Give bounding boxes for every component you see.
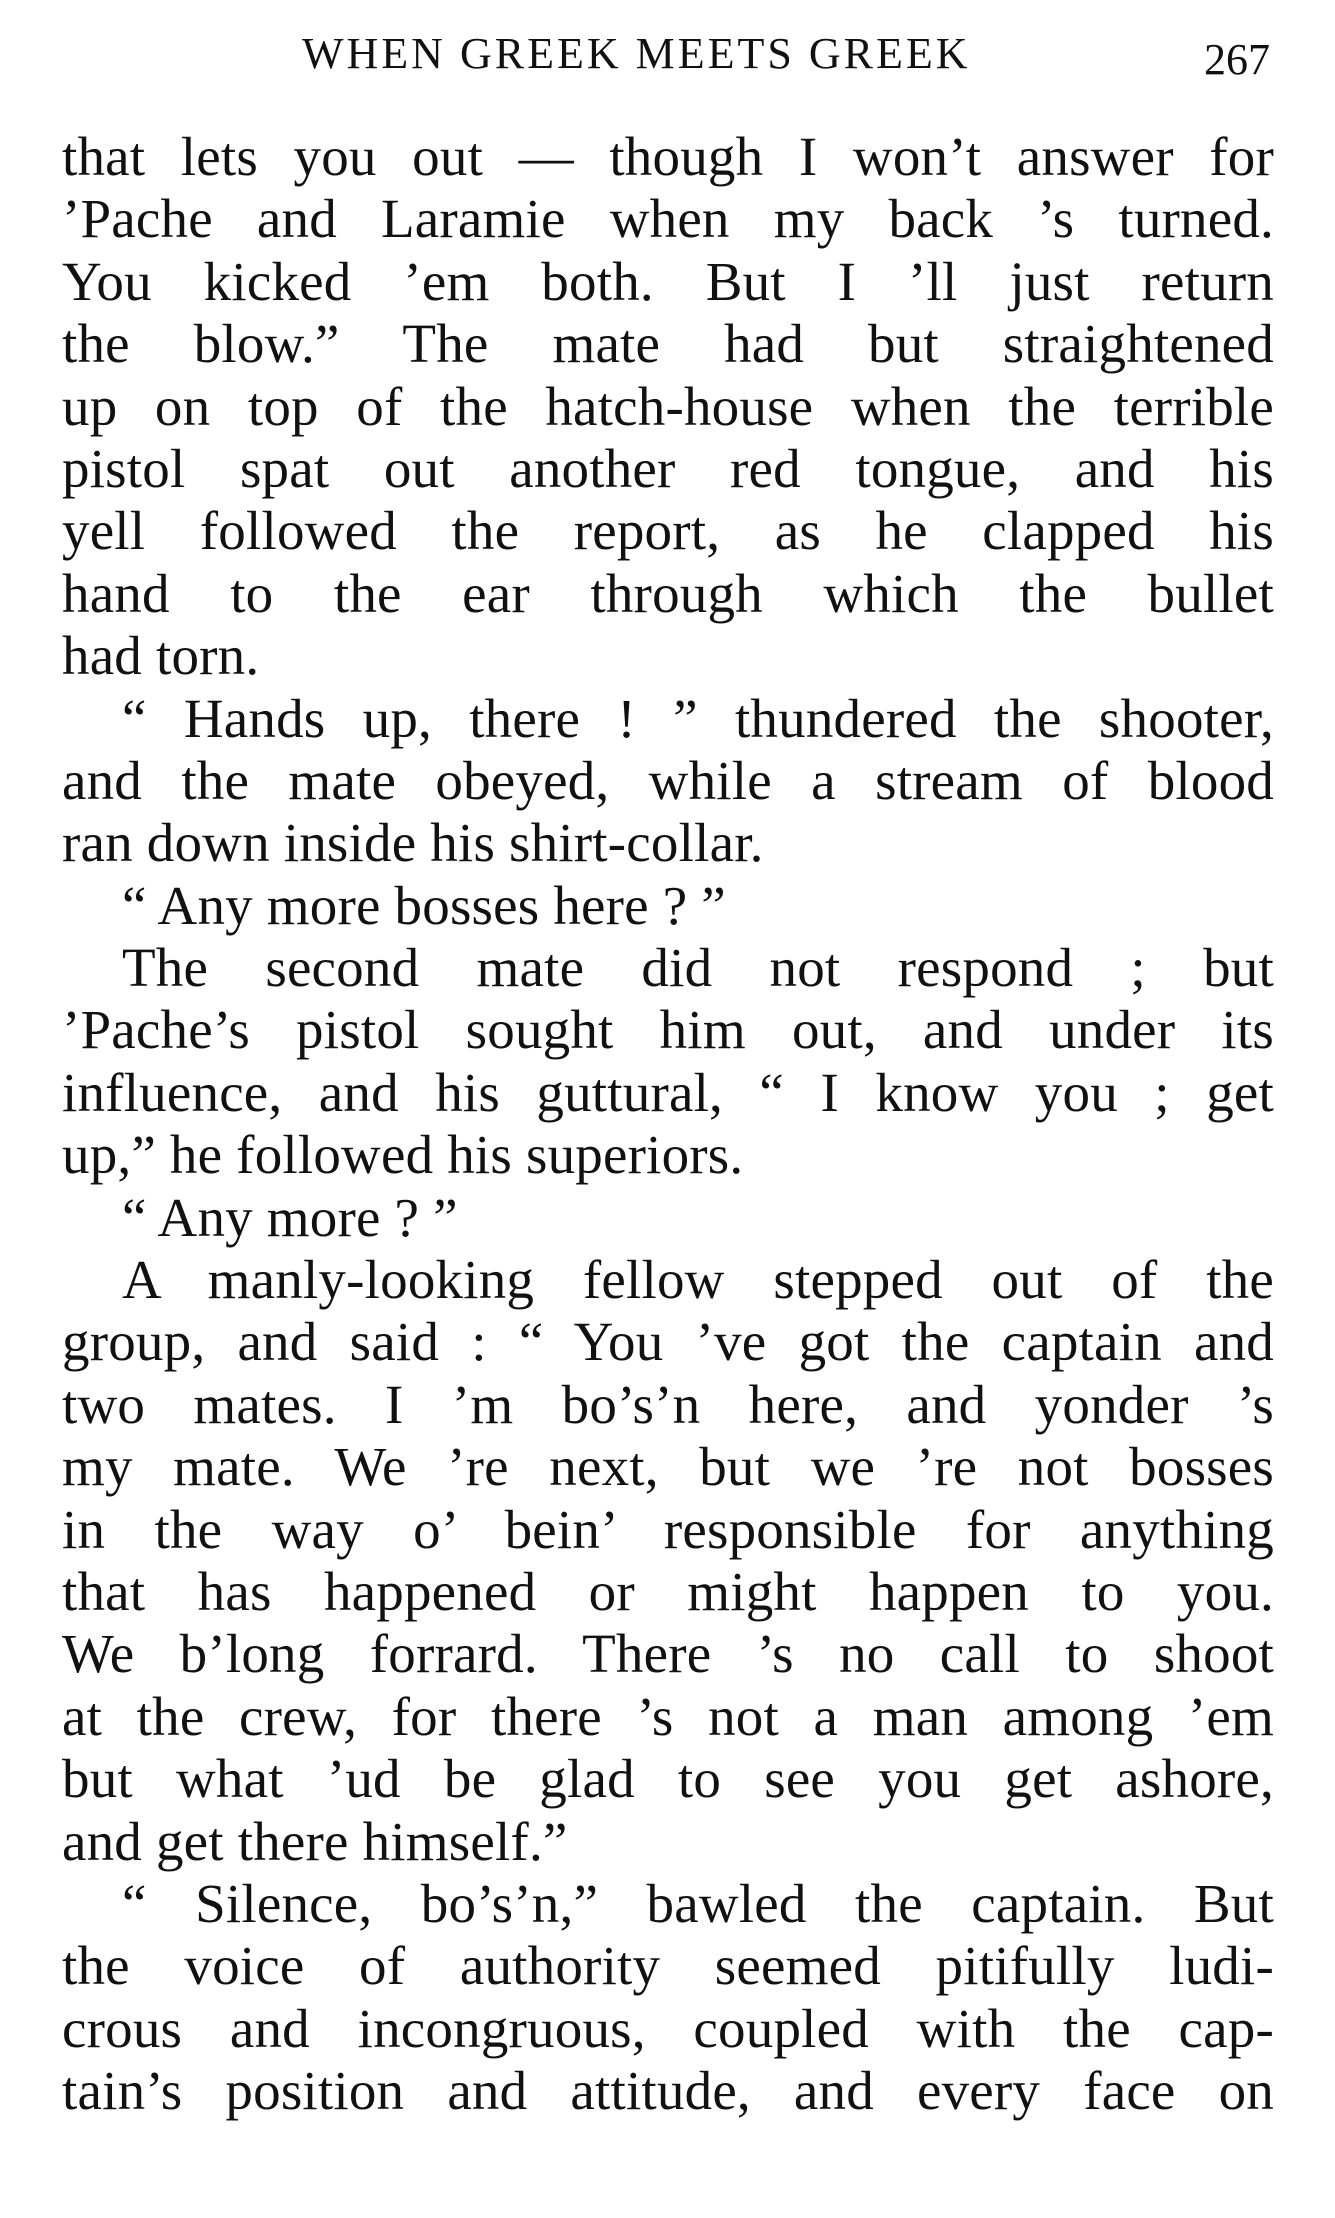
text-line: had torn. [62, 625, 260, 687]
text-line: that has happened or might happen to you. [62, 1560, 1274, 1622]
text-line: my mate. We ’re next, but we ’re not bosses [62, 1436, 1274, 1498]
text-line: up on top of the hatch-house when the terrible [62, 375, 1274, 437]
text-line: crous and incongruous, coupled with the cap- [62, 1997, 1274, 2059]
text-line: the voice of authority seemed pitifully ludi- [62, 1935, 1274, 1997]
text-line: that lets you out — though I won’t answer for [62, 126, 1274, 187]
text-line: pistol spat out another red tongue, and his [62, 437, 1274, 499]
text-line: in the way o’ bein’ responsible for anything [62, 1498, 1274, 1560]
text-line: ’Pache’s pistol sought him out, and under its [62, 999, 1274, 1061]
text-line: at the crew, for there ’s not a man among ’em [62, 1685, 1274, 1747]
text-line: “ Silence, bo’s’n,” bawled the captain. But [122, 1872, 1274, 1934]
text-line: The second mate did not respond ; but [122, 937, 1274, 999]
text-line: We b’long forrard. There ’s no call to shoot [62, 1623, 1274, 1685]
text-line: two mates. I ’m bo’s’n here, and yonder ’s [62, 1373, 1274, 1435]
running-head [62, 22, 1274, 82]
text-line: tain’s position and attitude, and every face on [62, 2060, 1274, 2122]
text-line: and get there himself.” [62, 1810, 568, 1872]
text-line: ran down inside his shirt-collar. [62, 812, 764, 874]
body-text [62, 126, 1274, 2123]
page-number: 267 [1204, 35, 1270, 84]
text-line: group, and said : “ You ’ve got the captain and [62, 1311, 1274, 1373]
text-line: “ Hands up, there ! ” thundered the shooter, [122, 687, 1274, 749]
text-line: You kicked ’em both. But I ’ll just return [62, 250, 1274, 312]
running-head-title: WHEN GREEK MEETS GREEK [302, 29, 971, 78]
text-line: and the mate obeyed, while a stream of blood [62, 749, 1274, 811]
text-line: yell followed the report, as he clapped his [62, 500, 1274, 562]
text-line: up,” he followed his superiors. [62, 1124, 744, 1186]
text-line: A manly-looking fellow stepped out of the [122, 1249, 1274, 1311]
text-line: hand to the ear through which the bullet [62, 562, 1274, 624]
text-line: influence, and his guttural, “ I know you ; get [62, 1061, 1274, 1123]
text-line: but what ’ud be glad to see you get ashore, [62, 1748, 1274, 1810]
text-line: “ Any more bosses here ? ” [122, 874, 726, 936]
text-line: ’Pache and Laramie when my back ’s turned. [62, 188, 1274, 250]
text-line: “ Any more ? ” [122, 1186, 458, 1248]
text-line: the blow.” The mate had but straightened [62, 313, 1274, 375]
